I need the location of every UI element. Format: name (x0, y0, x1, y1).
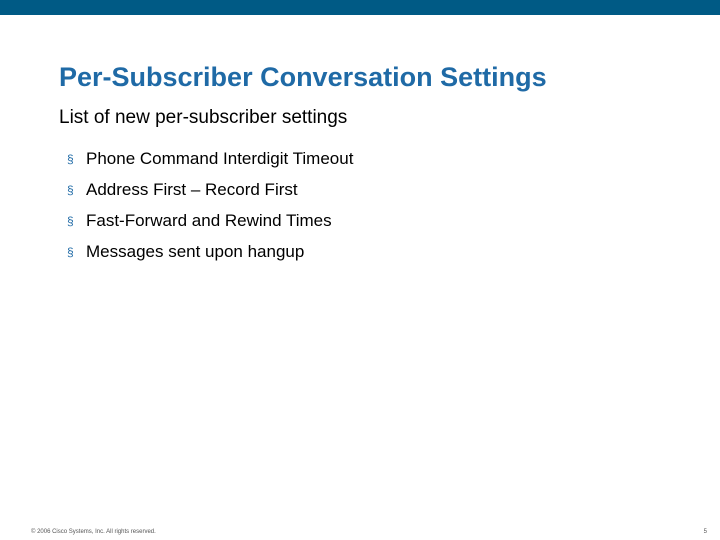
bullet-list (67, 143, 353, 267)
page-number: 5 (703, 529, 707, 535)
bullet-item (67, 236, 353, 267)
slide-subtitle: List of new per-subscriber settings (59, 107, 348, 128)
bullet-marker-icon: § (67, 182, 74, 197)
bullet-text: Fast-Forward and Rewind Times (86, 210, 332, 230)
bullet-item (67, 143, 353, 174)
bullet-item (67, 174, 353, 205)
top-banner-bar (0, 0, 720, 15)
bullet-text: Phone Command Interdigit Timeout (86, 148, 354, 168)
slide-title: Per-Subscriber Conversation Settings (59, 62, 547, 92)
bullet-text: Address First – Record First (86, 179, 298, 199)
bullet-marker-icon: § (67, 213, 74, 228)
bullet-marker-icon: § (67, 151, 74, 166)
footer-copyright: © 2006 Cisco Systems, Inc. All rights reserved. (31, 529, 156, 535)
bullet-item (67, 205, 353, 236)
bullet-marker-icon: § (67, 244, 74, 259)
bullet-text: Messages sent upon hangup (86, 241, 305, 261)
